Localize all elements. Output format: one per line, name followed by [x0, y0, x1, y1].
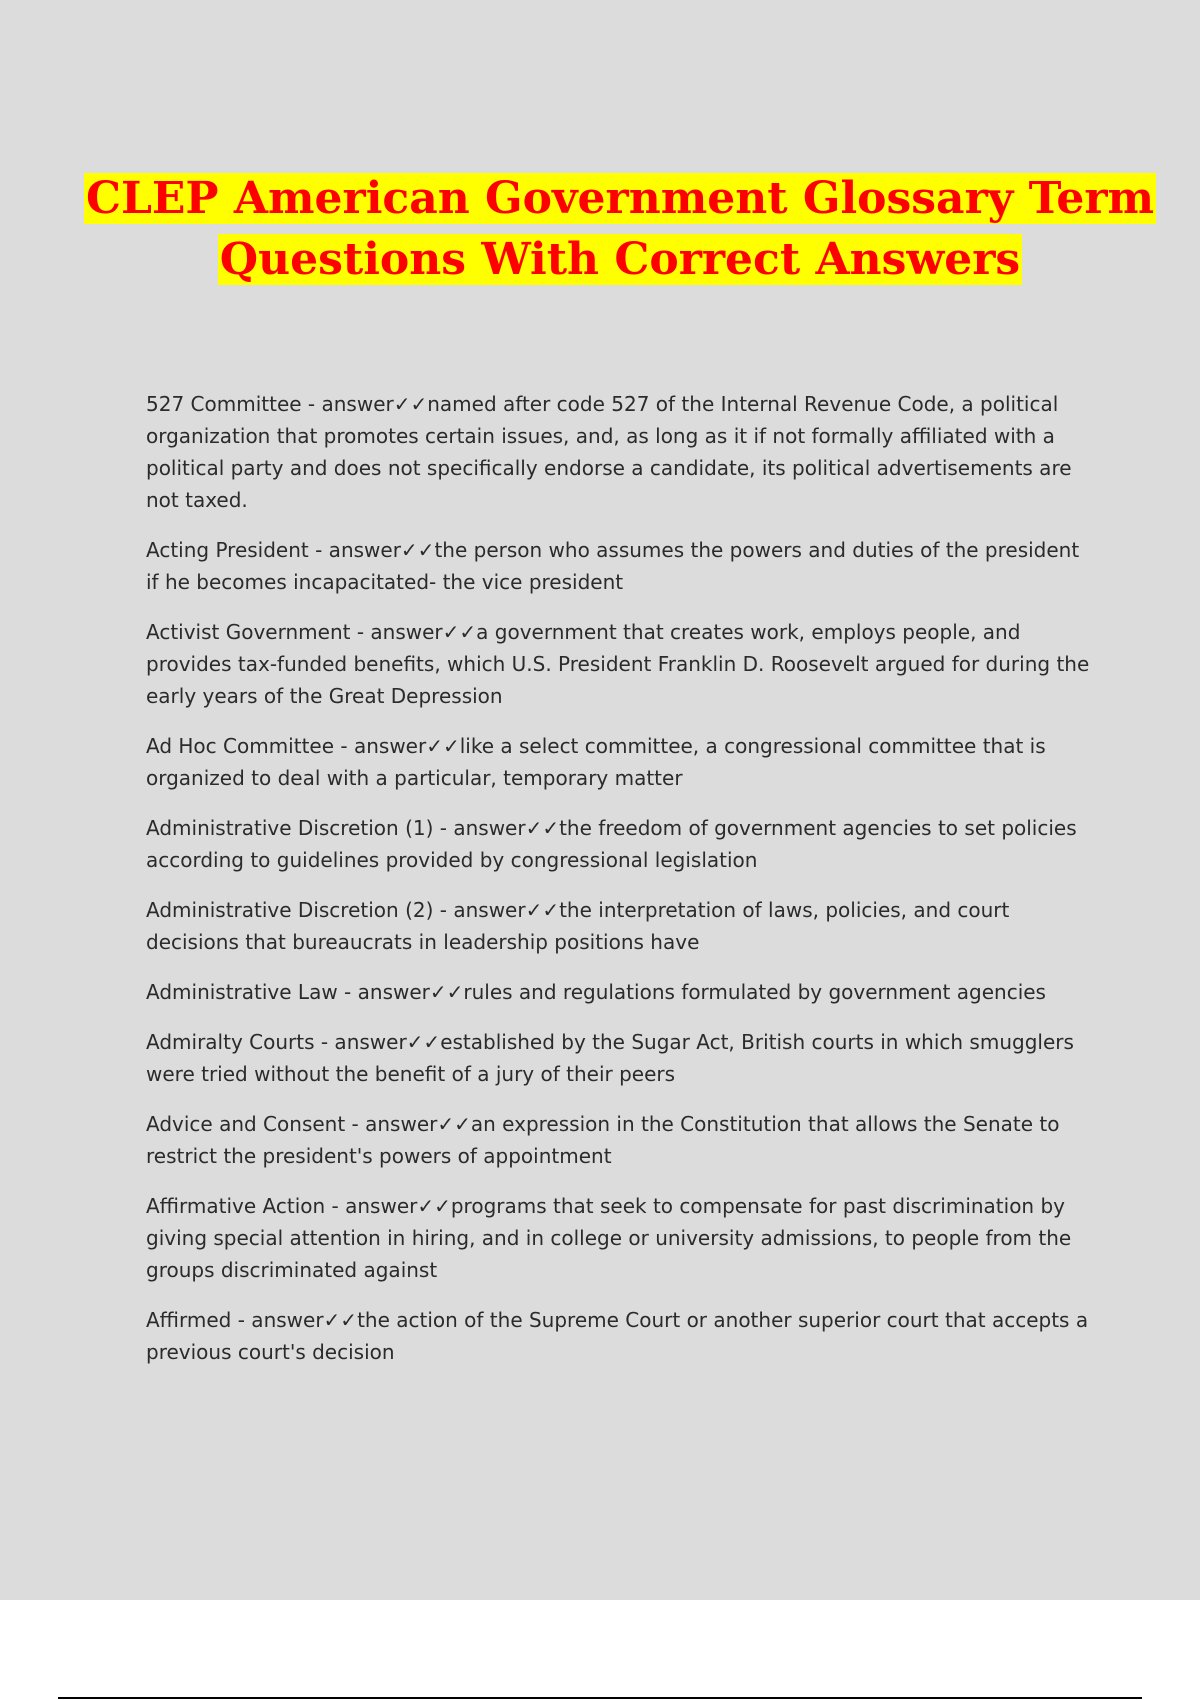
double-check-icon: ✓✓ — [426, 734, 460, 758]
glossary-term: Acting President — [146, 538, 309, 562]
footer-divider — [58, 1697, 1142, 1699]
answer-separator: - answer — [345, 1112, 438, 1136]
title-line-2: Questions With Correct Answers — [219, 234, 1021, 285]
double-check-icon: ✓✓ — [323, 1308, 358, 1332]
glossary-entry — [146, 1026, 1098, 1090]
glossary-term: Administrative Discretion (1) — [146, 816, 434, 840]
answer-separator: - answer — [350, 620, 443, 644]
glossary-entry — [146, 730, 1098, 794]
glossary-entry — [146, 812, 1098, 876]
answer-separator: - answer — [301, 392, 394, 416]
glossary-definition: an expression in the Constitution that allows the Senate to restrict the president's powers of appointment — [146, 1112, 1060, 1168]
glossary-entry — [146, 1108, 1098, 1172]
glossary-entry — [146, 976, 1098, 1008]
glossary-term: Administrative Discretion (2) — [146, 898, 434, 922]
glossary-definition: the action of the Supreme Court or another superior court that accepts a previous court's decision — [146, 1308, 1089, 1364]
glossary-term: Affirmed — [146, 1308, 232, 1332]
answer-separator: - answer — [314, 1030, 407, 1054]
glossary-entry — [146, 388, 1098, 516]
glossary-definition: a government that creates work, employs people, and provides tax-funded benefits, which U.S. President Franklin D. Roosevelt argued for during the early years of the Great Depression — [146, 620, 1090, 708]
glossary-list — [146, 388, 1098, 1386]
glossary-entry — [146, 534, 1098, 598]
glossary-definition: the interpretation of laws, policies, and court decisions that bureaucrats in leadership positions have — [146, 898, 1010, 954]
double-check-icon: ✓✓ — [437, 1112, 471, 1136]
double-check-icon: ✓✓ — [417, 1194, 451, 1218]
glossary-term: Activist Government — [146, 620, 351, 644]
glossary-definition: like a select committee, a congressional committee that is organized to deal with a particular, temporary matter — [146, 734, 1046, 790]
glossary-term: Admiralty Courts — [146, 1030, 315, 1054]
glossary-entry — [146, 1190, 1098, 1286]
double-check-icon: ✓✓ — [525, 898, 560, 922]
double-check-icon: ✓✓ — [406, 1030, 441, 1054]
answer-separator: - answer — [337, 980, 430, 1004]
glossary-term: Affirmative Action — [146, 1194, 326, 1218]
double-check-icon: ✓✓ — [400, 538, 435, 562]
glossary-term: Administrative Law — [146, 980, 338, 1004]
glossary-definition: the person who assumes the powers and duties of the president if he becomes incapacitated- the vice president — [146, 538, 1080, 594]
glossary-entry — [146, 1304, 1098, 1368]
title-line-1: CLEP American Government Glossary Term — [85, 173, 1155, 224]
answer-separator: - answer — [308, 538, 401, 562]
glossary-entry — [146, 894, 1098, 958]
glossary-definition: named after code 527 of the Internal Revenue Code, a political organization that promotes certain issues, and, as long as it if not formally affiliated with a political party and does not specifically endorse a candidate, its political advertisements are not taxed. — [146, 392, 1072, 512]
document-title — [60, 168, 1180, 290]
glossary-entry — [146, 616, 1098, 712]
answer-separator: - answer — [433, 898, 526, 922]
glossary-term: 527 Committee — [146, 392, 302, 416]
glossary-definition: the freedom of government agencies to set policies according to guidelines provided by congressional legislation — [146, 816, 1077, 872]
glossary-term: Ad Hoc Committee — [146, 734, 335, 758]
glossary-definition: programs that seek to compensate for past discrimination by giving special attention in hiring, and in college or university admissions, to people from the groups discriminated against — [146, 1194, 1072, 1282]
answer-separator: - answer — [433, 816, 526, 840]
double-check-icon: ✓✓ — [429, 980, 464, 1004]
glossary-definition: established by the Sugar Act, British courts in which smugglers were tried without the benefit of a jury of their peers — [146, 1030, 1074, 1086]
glossary-term: Advice and Consent — [146, 1112, 346, 1136]
double-check-icon: ✓✓ — [393, 392, 428, 416]
double-check-icon: ✓✓ — [525, 816, 560, 840]
answer-separator: - answer — [334, 734, 427, 758]
glossary-definition: rules and regulations formulated by government agencies — [463, 980, 1046, 1004]
answer-separator: - answer — [231, 1308, 324, 1332]
double-check-icon: ✓✓ — [442, 620, 477, 644]
answer-separator: - answer — [325, 1194, 418, 1218]
